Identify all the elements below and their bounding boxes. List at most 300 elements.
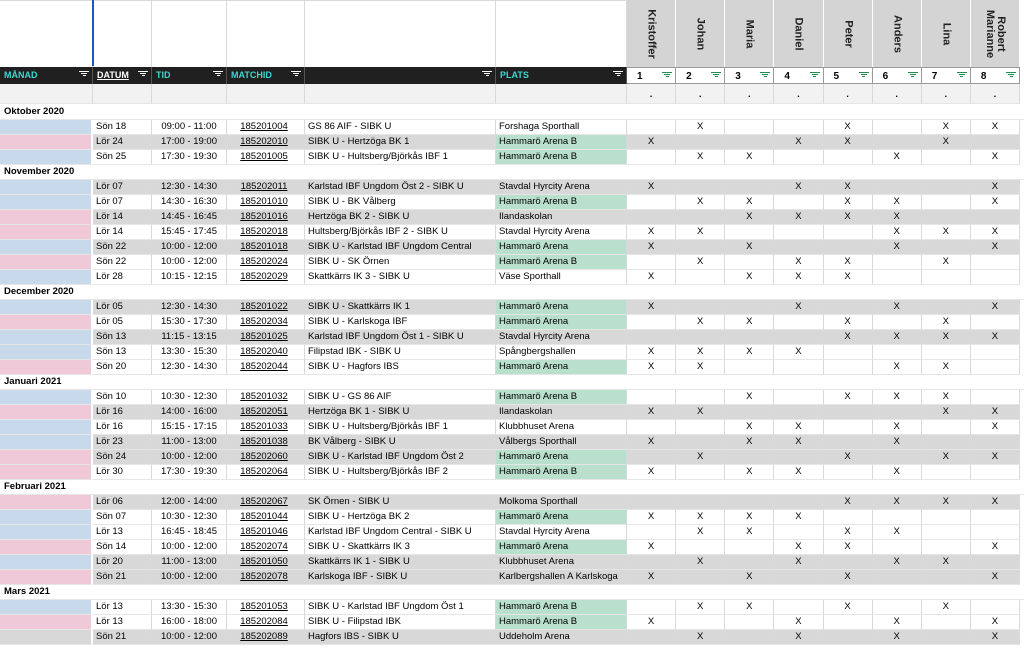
availability-cell[interactable] [627,255,676,270]
availability-mark[interactable]: X [824,120,873,135]
availability-mark[interactable]: X [873,225,922,240]
availability-mark[interactable]: X [725,195,774,210]
availability-mark[interactable]: X [676,255,725,270]
month-color-cell[interactable] [0,270,93,285]
cell-place[interactable]: Hammarö Arena [496,240,627,255]
cell-time[interactable]: 16:45 - 18:45 [152,525,227,540]
cell-match[interactable]: SIBK U - Hultsberg/Björkås IBF 1 [305,150,496,165]
cell-place[interactable]: Stavdal Hyrcity Arena [496,180,627,195]
availability-cell[interactable] [774,600,823,615]
availability-mark[interactable]: X [725,315,774,330]
availability-cell[interactable] [627,450,676,465]
availability-mark[interactable]: X [824,135,873,150]
availability-mark[interactable]: X [725,510,774,525]
cell-id[interactable]: 185202044 [227,360,305,375]
filter-icon[interactable] [79,70,89,80]
cell-time[interactable]: 10:00 - 12:00 [152,630,227,645]
availability-mark[interactable]: X [627,510,676,525]
availability-mark[interactable]: X [824,270,873,285]
month-color-cell[interactable] [0,495,93,510]
cell-date[interactable]: Lör 13 [93,600,152,615]
availability-cell[interactable] [725,360,774,375]
month-color-cell[interactable] [0,240,93,255]
availability-cell[interactable] [873,180,922,195]
cell-id[interactable]: 185201032 [227,390,305,405]
availability-cell[interactable] [824,615,873,630]
availability-cell[interactable] [774,240,823,255]
cell-id[interactable]: 185202051 [227,405,305,420]
availability-mark[interactable]: X [824,495,873,510]
cell-time[interactable]: 11:15 - 13:15 [152,330,227,345]
availability-cell[interactable] [627,495,676,510]
dot-cell[interactable]: . [725,84,774,104]
availability-mark[interactable]: X [627,465,676,480]
availability-cell[interactable] [676,180,725,195]
cell-time[interactable]: 10:30 - 12:30 [152,390,227,405]
cell-place[interactable]: Molkoma Sporthall [496,495,627,510]
cell-place[interactable]: Forshaga Sporthall [496,120,627,135]
cell-id[interactable]: 185202018 [227,225,305,240]
availability-cell[interactable] [922,435,971,450]
availability-cell[interactable] [676,390,725,405]
cell-time[interactable]: 10:00 - 12:00 [152,255,227,270]
cell-id[interactable]: 185202010 [227,135,305,150]
cell-id[interactable]: 185202064 [227,465,305,480]
month-color-cell[interactable] [0,555,93,570]
availability-mark[interactable]: X [971,150,1020,165]
cell-match[interactable]: SK Örnen - SIBK U [305,495,496,510]
availability-mark[interactable]: X [774,180,823,195]
cell-id[interactable]: 185201016 [227,210,305,225]
dot-cell[interactable]: . [774,84,823,104]
availability-cell[interactable] [971,345,1020,360]
availability-cell[interactable] [922,270,971,285]
availability-mark[interactable]: X [676,315,725,330]
availability-mark[interactable]: X [676,600,725,615]
availability-cell[interactable] [824,225,873,240]
availability-cell[interactable] [725,450,774,465]
availability-cell[interactable] [774,450,823,465]
month-color-cell[interactable] [0,435,93,450]
availability-cell[interactable] [627,630,676,645]
availability-mark[interactable]: X [922,405,971,420]
filter-icon[interactable] [711,71,721,81]
cell-place[interactable]: Hammarö Arena [496,300,627,315]
cell-time[interactable]: 10:00 - 12:00 [152,570,227,585]
month-color-cell[interactable] [0,510,93,525]
availability-mark[interactable]: X [922,330,971,345]
availability-cell[interactable] [627,600,676,615]
cell-place[interactable]: Hammarö Arena [496,315,627,330]
availability-mark[interactable]: X [676,120,725,135]
availability-mark[interactable]: X [873,240,922,255]
dot-cell[interactable]: . [922,84,971,104]
month-color-cell[interactable] [0,465,93,480]
availability-cell[interactable] [824,150,873,165]
availability-mark[interactable]: X [922,360,971,375]
availability-mark[interactable]: X [725,525,774,540]
availability-mark[interactable]: X [971,180,1020,195]
availability-mark[interactable]: X [873,465,922,480]
cell-time[interactable]: 17:00 - 19:00 [152,135,227,150]
cell-id[interactable]: 185201010 [227,195,305,210]
availability-cell[interactable] [725,120,774,135]
availability-mark[interactable]: X [774,615,823,630]
availability-cell[interactable] [824,630,873,645]
availability-cell[interactable] [824,555,873,570]
availability-cell[interactable] [971,270,1020,285]
cell-id[interactable]: 185201004 [227,120,305,135]
cell-date[interactable]: Lör 13 [93,525,152,540]
cell-time[interactable]: 14:45 - 16:45 [152,210,227,225]
cell-match[interactable]: SIBK U - SK Örnen [305,255,496,270]
availability-mark[interactable]: X [774,135,823,150]
cell-id[interactable]: 185202029 [227,270,305,285]
cell-match[interactable]: Skattkärrs IK 3 - SIBK U [305,270,496,285]
cell-time[interactable]: 10:00 - 12:00 [152,450,227,465]
cell-date[interactable]: Lör 30 [93,465,152,480]
availability-mark[interactable]: X [676,450,725,465]
availability-cell[interactable] [774,195,823,210]
cell-match[interactable]: Hagfors IBS - SIBK U [305,630,496,645]
availability-cell[interactable] [824,360,873,375]
availability-mark[interactable]: X [774,270,823,285]
cell-date[interactable]: Lör 16 [93,420,152,435]
cell-match[interactable]: SIBK U - GS 86 AIF [305,390,496,405]
cell-time[interactable]: 13:30 - 15:30 [152,345,227,360]
cell-date[interactable]: Sön 22 [93,255,152,270]
availability-mark[interactable]: X [824,600,873,615]
availability-cell[interactable] [873,540,922,555]
cell-place[interactable]: Hammarö Arena B [496,615,627,630]
availability-mark[interactable]: X [824,210,873,225]
cell-time[interactable]: 13:30 - 15:30 [152,600,227,615]
cell-match[interactable]: SIBK U - Filipstad IBK [305,615,496,630]
availability-mark[interactable]: X [774,210,823,225]
player-number-header[interactable] [627,67,676,84]
cell-date[interactable]: Lör 06 [93,495,152,510]
availability-mark[interactable]: X [824,450,873,465]
month-color-cell[interactable] [0,315,93,330]
cell-id[interactable]: 185202084 [227,615,305,630]
availability-mark[interactable]: X [922,135,971,150]
cell-time[interactable]: 11:00 - 13:00 [152,435,227,450]
availability-mark[interactable]: X [824,315,873,330]
month-color-cell[interactable] [0,450,93,465]
availability-cell[interactable] [676,570,725,585]
availability-cell[interactable] [774,390,823,405]
cell-match[interactable]: BK Vålberg - SIBK U [305,435,496,450]
cell-date[interactable]: Lör 28 [93,270,152,285]
availability-mark[interactable]: X [725,435,774,450]
cell-place[interactable]: Ilandaskolan [496,210,627,225]
cell-match[interactable]: Karlstad IBF Ungdom Öst 1 - SIBK U [305,330,496,345]
availability-mark[interactable]: X [627,570,676,585]
cell-time[interactable]: 15:30 - 17:30 [152,315,227,330]
availability-mark[interactable]: X [774,540,823,555]
availability-cell[interactable] [676,240,725,255]
availability-mark[interactable]: X [873,210,922,225]
cell-place[interactable]: Klubbhuset Arena [496,555,627,570]
cell-place[interactable]: Vålbergs Sporthall [496,435,627,450]
availability-mark[interactable]: X [725,345,774,360]
availability-cell[interactable] [676,420,725,435]
cell-match[interactable]: Hertzöga BK 2 - SIBK U [305,210,496,225]
filter-icon[interactable] [291,70,301,80]
cell-place[interactable]: Spångbergshallen [496,345,627,360]
cell-place[interactable]: Stavdal Hyrcity Arena [496,330,627,345]
empty-cell[interactable] [93,0,152,67]
availability-mark[interactable]: X [725,210,774,225]
availability-mark[interactable]: X [922,495,971,510]
month-color-cell[interactable] [0,540,93,555]
cell-match[interactable]: SIBK U - Karlskoga IBF [305,315,496,330]
availability-mark[interactable]: X [725,270,774,285]
availability-cell[interactable] [627,195,676,210]
month-color-cell[interactable] [0,180,93,195]
cell-date[interactable]: Sön 07 [93,510,152,525]
availability-mark[interactable]: X [824,570,873,585]
availability-cell[interactable] [873,345,922,360]
availability-mark[interactable]: X [725,570,774,585]
availability-mark[interactable]: X [971,495,1020,510]
cell-time[interactable]: 09:00 - 11:00 [152,120,227,135]
availability-cell[interactable] [873,255,922,270]
availability-mark[interactable]: X [627,540,676,555]
availability-mark[interactable]: X [873,495,922,510]
availability-mark[interactable]: X [627,270,676,285]
cell-match[interactable]: Hultsberg/Björkås IBF 2 - SIBK U [305,225,496,240]
availability-mark[interactable]: X [774,555,823,570]
cell-date[interactable]: Sön 25 [93,150,152,165]
availability-cell[interactable] [774,525,823,540]
cell-place[interactable]: Hammarö Arena [496,360,627,375]
availability-cell[interactable] [774,150,823,165]
dot-cell[interactable]: . [627,84,676,104]
cell-match[interactable]: SIBK U - BK Vålberg [305,195,496,210]
availability-mark[interactable]: X [873,420,922,435]
cell-id[interactable]: 185202040 [227,345,305,360]
availability-cell[interactable] [824,510,873,525]
availability-cell[interactable] [627,555,676,570]
cell-place[interactable]: Hammarö Arena B [496,600,627,615]
cell-place[interactable]: Hammarö Arena B [496,465,627,480]
availability-mark[interactable]: X [725,600,774,615]
empty-cell[interactable] [0,84,93,104]
availability-cell[interactable] [873,570,922,585]
availability-cell[interactable] [971,315,1020,330]
availability-mark[interactable]: X [774,345,823,360]
availability-cell[interactable] [676,300,725,315]
availability-mark[interactable]: X [971,225,1020,240]
availability-mark[interactable]: X [873,330,922,345]
availability-cell[interactable] [774,570,823,585]
cell-match[interactable]: Karlstad IBF Ungdom Öst 2 - SIBK U [305,180,496,195]
filter-icon[interactable] [138,70,148,80]
filter-icon[interactable] [810,71,820,81]
availability-mark[interactable]: X [774,420,823,435]
availability-mark[interactable]: X [725,465,774,480]
player-number-header[interactable] [725,67,774,84]
availability-mark[interactable]: X [922,555,971,570]
availability-mark[interactable]: X [676,225,725,240]
dot-cell[interactable]: . [676,84,725,104]
availability-cell[interactable] [774,495,823,510]
availability-mark[interactable]: X [873,150,922,165]
cell-time[interactable]: 16:00 - 18:00 [152,615,227,630]
availability-mark[interactable]: X [627,345,676,360]
cell-time[interactable]: 12:00 - 14:00 [152,495,227,510]
cell-date[interactable]: Lör 23 [93,435,152,450]
cell-id[interactable]: 185201046 [227,525,305,540]
cell-time[interactable]: 17:30 - 19:30 [152,150,227,165]
availability-cell[interactable] [922,525,971,540]
availability-mark[interactable]: X [873,360,922,375]
cell-date[interactable]: Sön 14 [93,540,152,555]
availability-cell[interactable] [725,255,774,270]
cell-place[interactable]: Hammarö Arena B [496,390,627,405]
cell-place[interactable]: Ilandaskolan [496,405,627,420]
availability-mark[interactable]: X [774,300,823,315]
filter-icon[interactable] [213,70,223,80]
filter-icon[interactable] [482,70,492,80]
availability-cell[interactable] [922,510,971,525]
availability-cell[interactable] [627,210,676,225]
cell-id[interactable]: 185201005 [227,150,305,165]
cell-match[interactable]: SIBK U - Karlstad IBF Ungdom Öst 2 [305,450,496,465]
empty-cell[interactable] [93,84,152,104]
availability-cell[interactable] [922,300,971,315]
availability-cell[interactable] [676,135,725,150]
month-color-cell[interactable] [0,390,93,405]
availability-cell[interactable] [725,540,774,555]
availability-mark[interactable]: X [627,300,676,315]
availability-mark[interactable]: X [627,435,676,450]
availability-cell[interactable] [971,600,1020,615]
availability-cell[interactable] [676,270,725,285]
availability-mark[interactable]: X [676,195,725,210]
availability-cell[interactable] [627,330,676,345]
cell-date[interactable]: Lör 16 [93,405,152,420]
cell-match[interactable]: Filipstad IBK - SIBK U [305,345,496,360]
cell-place[interactable]: Hammarö Arena B [496,150,627,165]
availability-cell[interactable] [774,120,823,135]
availability-cell[interactable] [725,135,774,150]
availability-mark[interactable]: X [676,150,725,165]
availability-cell[interactable] [922,210,971,225]
cell-time[interactable]: 12:30 - 14:30 [152,360,227,375]
availability-mark[interactable]: X [774,510,823,525]
availability-cell[interactable] [922,570,971,585]
availability-cell[interactable] [922,615,971,630]
cell-date[interactable]: Lör 13 [93,615,152,630]
cell-match[interactable]: Skattkärrs IK 1 - SIBK U [305,555,496,570]
availability-cell[interactable] [676,495,725,510]
cell-id[interactable]: 185201038 [227,435,305,450]
cell-id[interactable]: 185202074 [227,540,305,555]
availability-mark[interactable]: X [971,330,1020,345]
cell-id[interactable]: 185202060 [227,450,305,465]
cell-id[interactable]: 185202034 [227,315,305,330]
cell-time[interactable]: 15:45 - 17:45 [152,225,227,240]
availability-cell[interactable] [922,180,971,195]
availability-mark[interactable]: X [922,120,971,135]
availability-mark[interactable]: X [676,345,725,360]
cell-time[interactable]: 11:00 - 13:00 [152,555,227,570]
availability-cell[interactable] [824,405,873,420]
availability-cell[interactable] [971,255,1020,270]
cell-place[interactable]: Hammarö Arena B [496,255,627,270]
dot-cell[interactable]: . [873,84,922,104]
availability-mark[interactable]: X [971,195,1020,210]
availability-cell[interactable] [676,615,725,630]
availability-mark[interactable]: X [676,360,725,375]
cell-match[interactable]: SIBK U - Hagfors IBS [305,360,496,375]
availability-cell[interactable] [873,450,922,465]
availability-cell[interactable] [922,420,971,435]
cell-date[interactable]: Sön 13 [93,330,152,345]
availability-mark[interactable]: X [971,300,1020,315]
availability-cell[interactable] [922,465,971,480]
empty-cell[interactable] [152,0,227,67]
month-color-cell[interactable] [0,150,93,165]
cell-date[interactable]: Sön 22 [93,240,152,255]
column-header-matchid[interactable] [227,67,305,84]
dot-cell[interactable]: . [824,84,873,104]
cell-time[interactable]: 17:30 - 19:30 [152,465,227,480]
cell-match[interactable]: Karlstad IBF Ungdom Central - SIBK U [305,525,496,540]
cell-id[interactable]: 185201050 [227,555,305,570]
cell-date[interactable]: Lör 24 [93,135,152,150]
cell-date[interactable]: Lör 05 [93,315,152,330]
cell-time[interactable]: 15:15 - 17:15 [152,420,227,435]
player-number-header[interactable] [774,67,823,84]
empty-cell[interactable] [496,84,627,104]
month-color-cell[interactable] [0,525,93,540]
cell-date[interactable]: Sön 18 [93,120,152,135]
availability-mark[interactable]: X [873,525,922,540]
availability-mark[interactable]: X [627,180,676,195]
column-header-date[interactable] [93,67,152,84]
availability-mark[interactable]: X [627,225,676,240]
month-color-cell[interactable] [0,600,93,615]
availability-cell[interactable] [627,525,676,540]
cell-time[interactable]: 14:30 - 16:30 [152,195,227,210]
month-color-cell[interactable] [0,570,93,585]
column-header-month[interactable] [0,67,93,84]
availability-mark[interactable]: X [824,195,873,210]
month-color-cell[interactable] [0,195,93,210]
availability-mark[interactable]: X [725,420,774,435]
availability-cell[interactable] [873,135,922,150]
availability-mark[interactable]: X [774,630,823,645]
availability-cell[interactable] [774,405,823,420]
cell-id[interactable]: 185201022 [227,300,305,315]
month-color-cell[interactable] [0,360,93,375]
availability-cell[interactable] [873,405,922,420]
availability-cell[interactable] [971,135,1020,150]
availability-cell[interactable] [627,315,676,330]
availability-cell[interactable] [774,360,823,375]
availability-mark[interactable]: X [824,255,873,270]
availability-cell[interactable] [725,555,774,570]
cell-place[interactable]: Stavdal Hyrcity Arena [496,225,627,240]
cell-match[interactable]: SIBK U - Karlstad IBF Ungdom Öst 1 [305,600,496,615]
cell-place[interactable]: Klubbhuset Arena [496,420,627,435]
empty-cell[interactable] [0,0,93,67]
availability-cell[interactable] [627,420,676,435]
availability-cell[interactable] [627,390,676,405]
